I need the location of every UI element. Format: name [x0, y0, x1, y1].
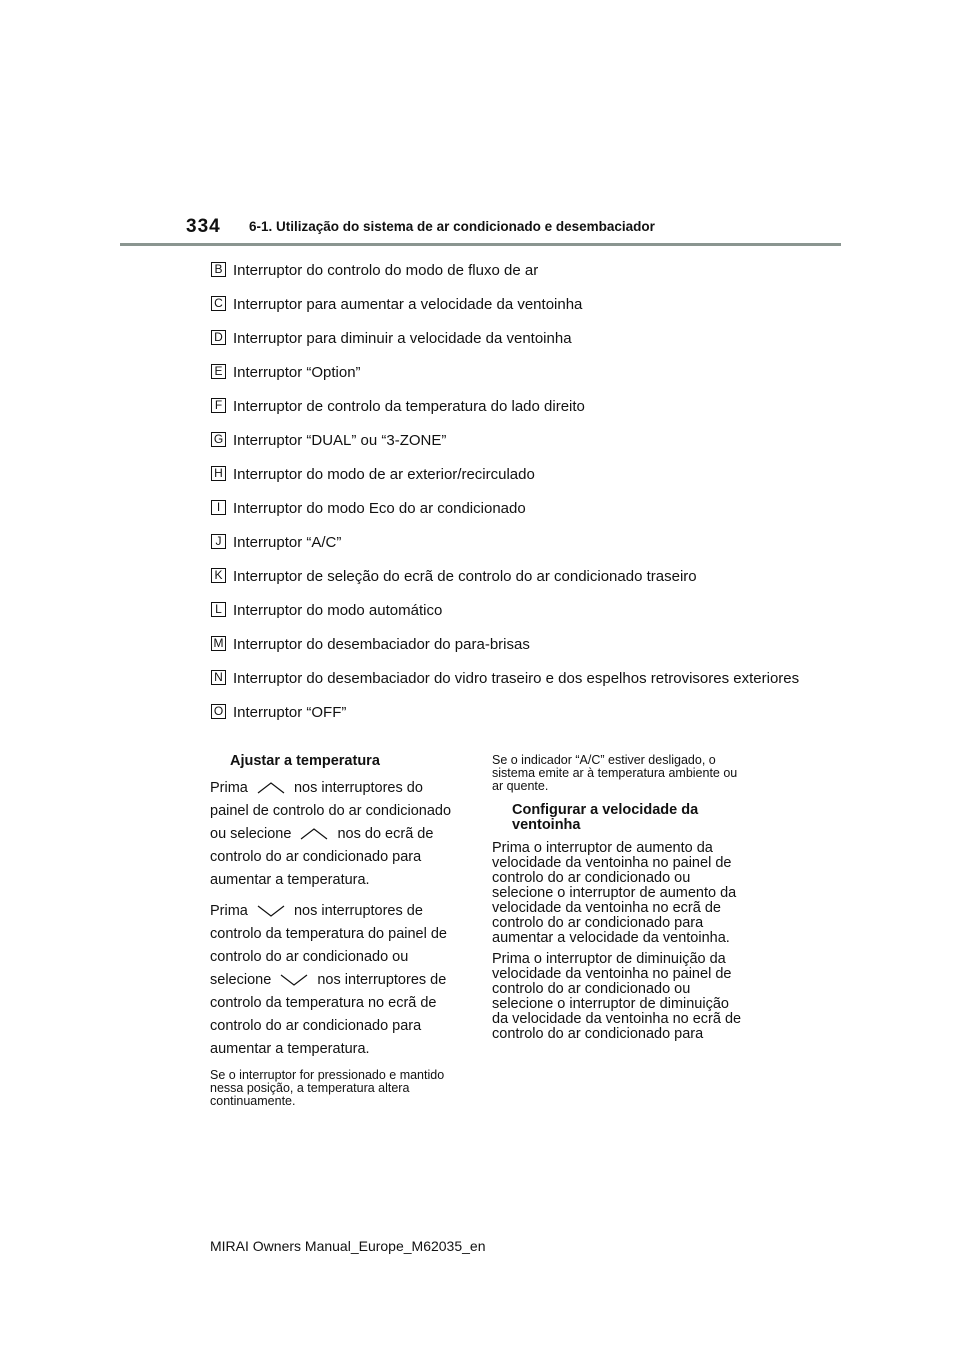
letter-badge: E — [211, 364, 226, 379]
item-text: Interruptor do modo de ar exterior/recirculado — [233, 466, 535, 483]
letter-badge: K — [211, 568, 226, 583]
item-text: Interruptor para aumentar a velocidade da ventoinha — [233, 296, 583, 313]
chevron-down-icon — [279, 973, 309, 987]
decrease-fan-paragraph: Prima o interruptor de diminuição da velocidade da ventoinha no painel de controlo do ar condicionado ou selecione o interruptor de diminuição da velocidade da ventoinha no ecrã de controlo do ar condicionado para — [492, 951, 742, 1042]
letter-badge: L — [211, 602, 226, 617]
letter-badge: J — [211, 534, 226, 549]
paragraph-text: nos interruptores de controlo da temperatura do painel de controlo do ar condicionado ou selecione — [210, 903, 447, 988]
letter-badge: O — [211, 704, 226, 719]
list-item — [211, 293, 831, 316]
decrease-temperature-paragraph — [210, 900, 465, 1061]
item-text: Interruptor do controlo do modo de fluxo de ar — [233, 262, 539, 279]
letter-badge: C — [211, 296, 226, 311]
fan-speed-section — [492, 754, 747, 1048]
ac-indicator-note: Se o indicador “A/C” estiver desligado, o sistema emite ar à temperatura ambiente ou ar quente. — [492, 753, 738, 793]
increase-temperature-paragraph — [210, 777, 465, 892]
list-item — [211, 361, 831, 384]
section-title: 6-1. Utilização do sistema de ar condicionado e desembaciador — [249, 219, 655, 234]
list-item — [211, 463, 831, 486]
paragraph-text: Prima — [210, 780, 248, 796]
list-item — [211, 327, 831, 350]
paragraph-text: nos do ecrã de controlo do ar condicionado para aumentar a temperatura. — [210, 826, 434, 888]
item-text: Interruptor “OFF” — [233, 704, 347, 721]
list-item — [211, 701, 831, 724]
letter-badge: D — [211, 330, 226, 345]
list-item — [211, 633, 831, 656]
list-item — [211, 565, 831, 588]
temperature-section — [210, 754, 465, 1114]
chevron-up-icon — [299, 827, 329, 841]
item-text: Interruptor do desembaciador do vidro traseiro e dos espelhos retrovisores exteriores — [233, 670, 800, 687]
item-text: Interruptor do modo Eco do ar condicionado — [233, 500, 526, 517]
list-item — [211, 429, 831, 452]
letter-badge: I — [211, 500, 226, 515]
page-number: 334 — [186, 216, 221, 237]
letter-badge: B — [211, 262, 226, 277]
paragraph-text: Prima — [210, 903, 248, 919]
temperature-heading: Ajustar a temperatura — [230, 753, 380, 769]
switch-legend-list — [211, 259, 831, 735]
letter-badge: N — [211, 670, 226, 685]
item-text: Interruptor “Option” — [233, 364, 361, 381]
temperature-note: Se o interruptor for pressionado e mantido nessa posição, a temperatura altera continuamente. — [210, 1068, 445, 1108]
item-text: Interruptor “A/C” — [233, 534, 342, 551]
list-item — [211, 531, 831, 554]
chevron-up-icon — [256, 781, 286, 795]
chevron-down-icon — [256, 904, 286, 918]
paragraph-text: nos interruptores de controlo da temperatura no ecrã de controlo do ar condicionado para aumentar a temperatura. — [210, 972, 447, 1057]
letter-badge: G — [211, 432, 226, 447]
letter-badge: M — [211, 636, 226, 651]
item-text: Interruptor do desembaciador do para-brisas — [233, 636, 530, 653]
item-text: Interruptor “DUAL” ou “3-ZONE” — [233, 432, 447, 449]
list-item — [211, 497, 831, 520]
footer-text: MIRAI Owners Manual_Europe_M62035_en — [210, 1238, 486, 1254]
list-item — [211, 259, 831, 282]
letter-badge: F — [211, 398, 226, 413]
increase-fan-paragraph: Prima o interruptor de aumento da velocidade da ventoinha no painel de controlo do ar condicionado ou selecione o interruptor de aumento da velocidade da ventoinha no ecrã de controlo do ar condicionado para aumentar a velocidade da ventoinha. — [492, 840, 737, 946]
list-item — [211, 667, 831, 690]
item-text: Interruptor para diminuir a velocidade da ventoinha — [233, 330, 572, 347]
item-text: Interruptor de controlo da temperatura do lado direito — [233, 398, 585, 415]
list-item — [211, 599, 831, 622]
list-item — [211, 395, 831, 418]
header-rule — [120, 243, 841, 246]
fan-speed-heading: Configurar a velocidade da ventoinha — [512, 802, 699, 833]
item-text: Interruptor do modo automático — [233, 602, 443, 619]
paragraph-text: nos interruptores do painel de controlo do ar condicionado ou selecione — [210, 780, 452, 842]
item-text: Interruptor de seleção do ecrã de controlo do ar condicionado traseiro — [233, 568, 697, 585]
letter-badge: H — [211, 466, 226, 481]
